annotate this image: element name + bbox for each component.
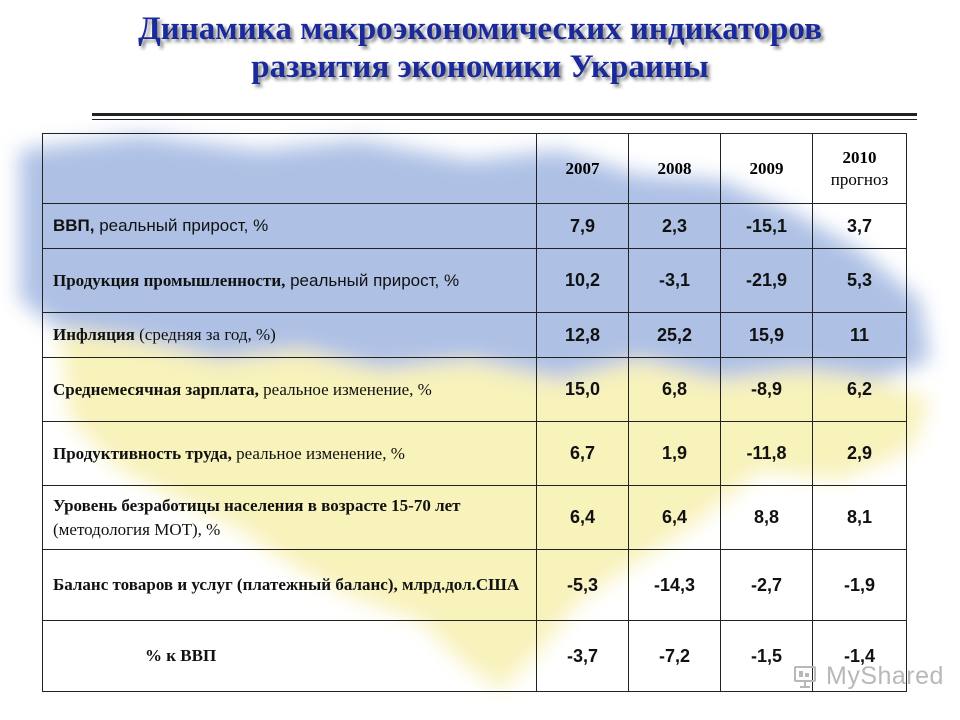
value-2007: 6,7 <box>537 422 629 486</box>
watermark <box>792 660 944 700</box>
row-label <box>43 550 537 621</box>
row-label-bold: Уровень безработицы населения в возрасте 15-70 лет <box>53 495 461 515</box>
table-row <box>43 358 907 422</box>
value-2008: 6,4 <box>629 486 721 550</box>
value-2009: -11,8 <box>721 422 813 486</box>
value-2008: -3,1 <box>629 249 721 313</box>
value-2008: 6,8 <box>629 358 721 422</box>
value-2007: 7,9 <box>537 204 629 249</box>
value-2009: -21,9 <box>721 249 813 313</box>
value-2009: -15,1 <box>721 204 813 249</box>
row-label <box>43 621 537 692</box>
header-2008: 2008 <box>629 134 721 204</box>
value-2009: 8,8 <box>721 486 813 550</box>
title-divider-thin <box>92 119 917 120</box>
row-label-rest: реальный прирост, % <box>94 216 269 235</box>
row-label-bold: Продуктивность труда, <box>53 443 232 463</box>
header-2010 <box>813 134 907 204</box>
value-2009: 15,9 <box>721 313 813 358</box>
value-2007: 10,2 <box>537 249 629 313</box>
value-2007: 12,8 <box>537 313 629 358</box>
macro-indicators-table <box>42 133 907 692</box>
row-label <box>43 249 537 313</box>
value-2008: -14,3 <box>629 550 721 621</box>
title-divider-thick <box>92 113 917 116</box>
value-2010: -1,9 <box>813 550 907 621</box>
header-2010-year: 2010 <box>842 147 877 167</box>
table-row <box>43 204 907 249</box>
row-label-rest: реальный прирост, % <box>285 270 460 290</box>
row-label <box>43 204 537 249</box>
value-2010: 2,9 <box>813 422 907 486</box>
table-header-row <box>43 134 907 204</box>
value-2007: 6,4 <box>537 486 629 550</box>
table-row <box>43 621 907 692</box>
value-2007: -3,7 <box>537 621 629 692</box>
row-label <box>43 358 537 422</box>
table-row <box>43 249 907 313</box>
title-line-2: развития экономики Украины <box>251 49 709 85</box>
row-label <box>43 313 537 358</box>
presentation-icon <box>792 664 818 690</box>
row-label-bold: % к ВВП <box>145 646 217 665</box>
value-2008: 25,2 <box>629 313 721 358</box>
row-label-rest: реальное изменение, % <box>258 379 432 399</box>
value-2008: 1,9 <box>629 422 721 486</box>
row-label-bold: Баланс товаров и услуг (платежный баланс), млрд.дол.США <box>53 575 520 594</box>
value-2010: 3,7 <box>813 204 907 249</box>
value-2009: -1,5 <box>721 621 813 692</box>
value-2008: -7,2 <box>629 621 721 692</box>
value-2008: 2,3 <box>629 204 721 249</box>
header-2010-note: прогноз <box>830 169 889 189</box>
row-label <box>43 422 537 486</box>
value-2007: -5,3 <box>537 550 629 621</box>
header-2007: 2007 <box>537 134 629 204</box>
row-label-bold: ВВП, <box>53 216 95 235</box>
value-2010: -1,4 <box>813 621 907 692</box>
row-label-bold: Инфляция <box>53 325 135 344</box>
row-label-rest: (средняя за год, %) <box>134 325 276 344</box>
watermark-text: MyShared <box>826 662 944 690</box>
value-2010: 11 <box>813 313 907 358</box>
value-2010: 8,1 <box>813 486 907 550</box>
value-2010: 5,3 <box>813 249 907 313</box>
header-2009: 2009 <box>721 134 813 204</box>
title-line-1: Динамика макроэкономических индикаторов <box>138 11 822 47</box>
row-label-rest: (методология МОТ), % <box>53 519 221 539</box>
row-label <box>43 486 537 550</box>
row-label-rest: реальное изменение, % <box>231 443 405 463</box>
table-row <box>43 486 907 550</box>
row-label-bold: Продукция промышленности, <box>53 270 286 290</box>
value-2010: 6,2 <box>813 358 907 422</box>
page-title <box>0 10 960 86</box>
header-empty-cell <box>43 134 537 204</box>
row-label-bold: Среднемесячная зарплата, <box>53 379 259 399</box>
table-row <box>43 313 907 358</box>
value-2007: 15,0 <box>537 358 629 422</box>
table-row <box>43 422 907 486</box>
table-row <box>43 550 907 621</box>
value-2009: -2,7 <box>721 550 813 621</box>
value-2009: -8,9 <box>721 358 813 422</box>
